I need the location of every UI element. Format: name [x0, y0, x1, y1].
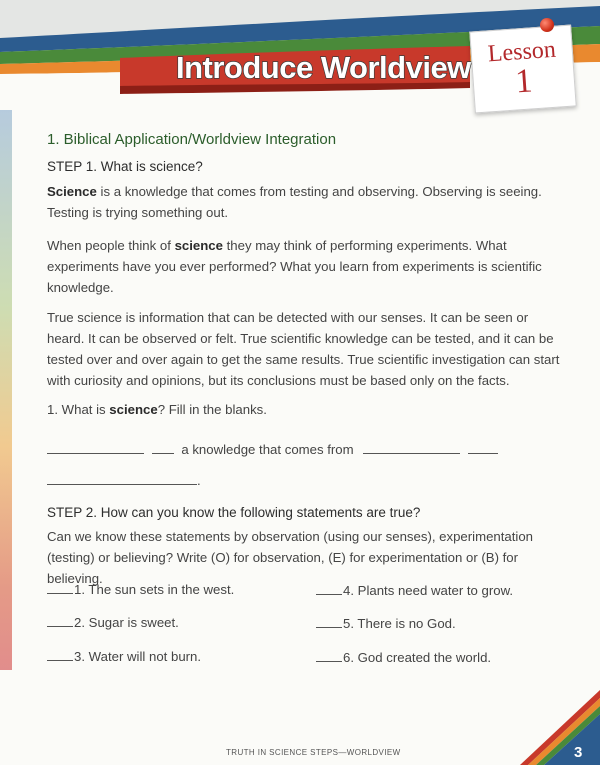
answer-blank[interactable] [47, 614, 73, 627]
fill-in-line-1 [47, 441, 498, 457]
statement-item: 3. Water will not burn. [47, 648, 201, 664]
lesson-card [469, 25, 576, 114]
statement-item: 4. Plants need water to grow. [316, 582, 513, 598]
step1-paragraph-1: Science is a knowledge that comes from testing and observing. Observing is seeing. Testing is trying something out. [47, 184, 542, 220]
step1-paragraph-3: True science is information that can be detected with our senses. It can be seen or heard. It can be observed or felt. True scientific knowledge can be tested, and it can be tested over and over again to get the same results. True scientific investigation can start with curiosity and opinions, but its conclusions must be based only on the facts. [47, 310, 560, 388]
step2-heading: STEP 2. How can you know the following statements are true? [47, 505, 421, 520]
push-pin-icon [540, 18, 554, 32]
answer-blank-5[interactable] [47, 472, 197, 485]
step1-heading: STEP 1. What is science? [47, 159, 203, 174]
answer-blank[interactable] [316, 582, 342, 595]
answer-blank-3[interactable] [363, 441, 460, 454]
lesson-number: 1 [514, 62, 534, 101]
answer-blank[interactable] [316, 615, 342, 628]
footer-text: TRUTH IN SCIENCE STEPS—WORLDVIEW [226, 748, 401, 757]
statement-item: 5. There is no God. [316, 615, 456, 631]
answer-blank-2[interactable] [152, 441, 174, 454]
blank-period: . [197, 473, 201, 488]
section-heading: 1. Biblical Application/Worldview Integration [47, 131, 337, 148]
answer-blank[interactable] [316, 649, 342, 662]
answer-blank[interactable] [47, 581, 73, 594]
page-number: 3 [574, 744, 583, 761]
blank-sentence-text: a knowledge that comes from [181, 442, 354, 457]
corner-decoration [520, 690, 600, 765]
answer-blank[interactable] [47, 648, 73, 661]
statement-item: 1. The sun sets in the west. [47, 581, 234, 597]
statement-item: 6. God created the world. [316, 649, 491, 665]
left-decorative-strip [0, 110, 12, 670]
statement-item: 2. Sugar is sweet. [47, 614, 179, 630]
step1-paragraph-2: When people think of science they may think of performing experiments. What experiments have you ever performed? What you learn from experiments is scientific knowledge. [47, 238, 542, 295]
question-1: 1. What is science? Fill in the blanks. [47, 402, 267, 417]
lesson-label: Lesson [486, 36, 557, 68]
answer-blank-4[interactable] [468, 441, 498, 454]
answer-blank-1[interactable] [47, 441, 144, 454]
step2-instructions: Can we know these statements by observation (using our senses), experimentation (testing) or believing? Write (O) for observation, (E) for experimentation or (B) for believing. [47, 529, 533, 586]
page-title: Introduce Worldview [176, 50, 471, 85]
fill-in-line-2 [47, 472, 201, 488]
